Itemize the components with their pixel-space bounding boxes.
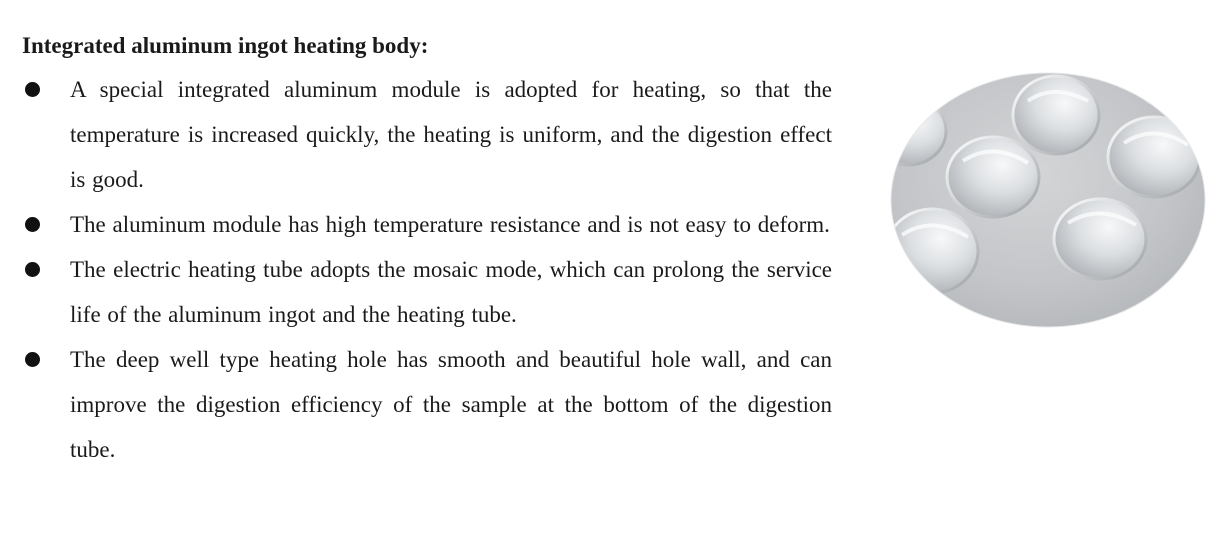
section-heading: Integrated aluminum ingot heating body:	[22, 33, 429, 58]
bullet-dot-icon	[25, 262, 40, 277]
bullet-item	[0, 337, 832, 472]
bullet-text: The deep well type heating hole has smooth and beautiful hole wall, and can improve the digestion efficiency of the sample at the bottom of the digestion tube.	[70, 347, 832, 462]
bullet-text: The aluminum module has high temperature resistance and is not easy to deform.	[70, 212, 830, 237]
heating-hole	[1108, 117, 1200, 197]
bullet-item	[0, 247, 832, 337]
heating-hole	[888, 209, 978, 293]
bullet-text: A special integrated aluminum module is adopted for heating, so that the temperature is increased quickly, the heating is uniform, and the digestion effect is good.	[70, 77, 832, 192]
feature-bullet-list	[0, 67, 840, 472]
heating-hole	[1054, 199, 1146, 279]
bullet-item	[0, 67, 832, 202]
aluminum-block-photo	[888, 71, 1208, 331]
bullet-dot-icon	[25, 82, 40, 97]
bullet-item	[0, 202, 832, 247]
bullet-dot-icon	[25, 217, 40, 232]
heating-hole	[888, 97, 946, 165]
bullet-text: The electric heating tube adopts the mosaic mode, which can prolong the service life of the aluminum ingot and the heating tube.	[70, 257, 832, 327]
bullet-dot-icon	[25, 352, 40, 367]
heating-hole	[1013, 76, 1099, 154]
heating-hole	[947, 137, 1039, 217]
